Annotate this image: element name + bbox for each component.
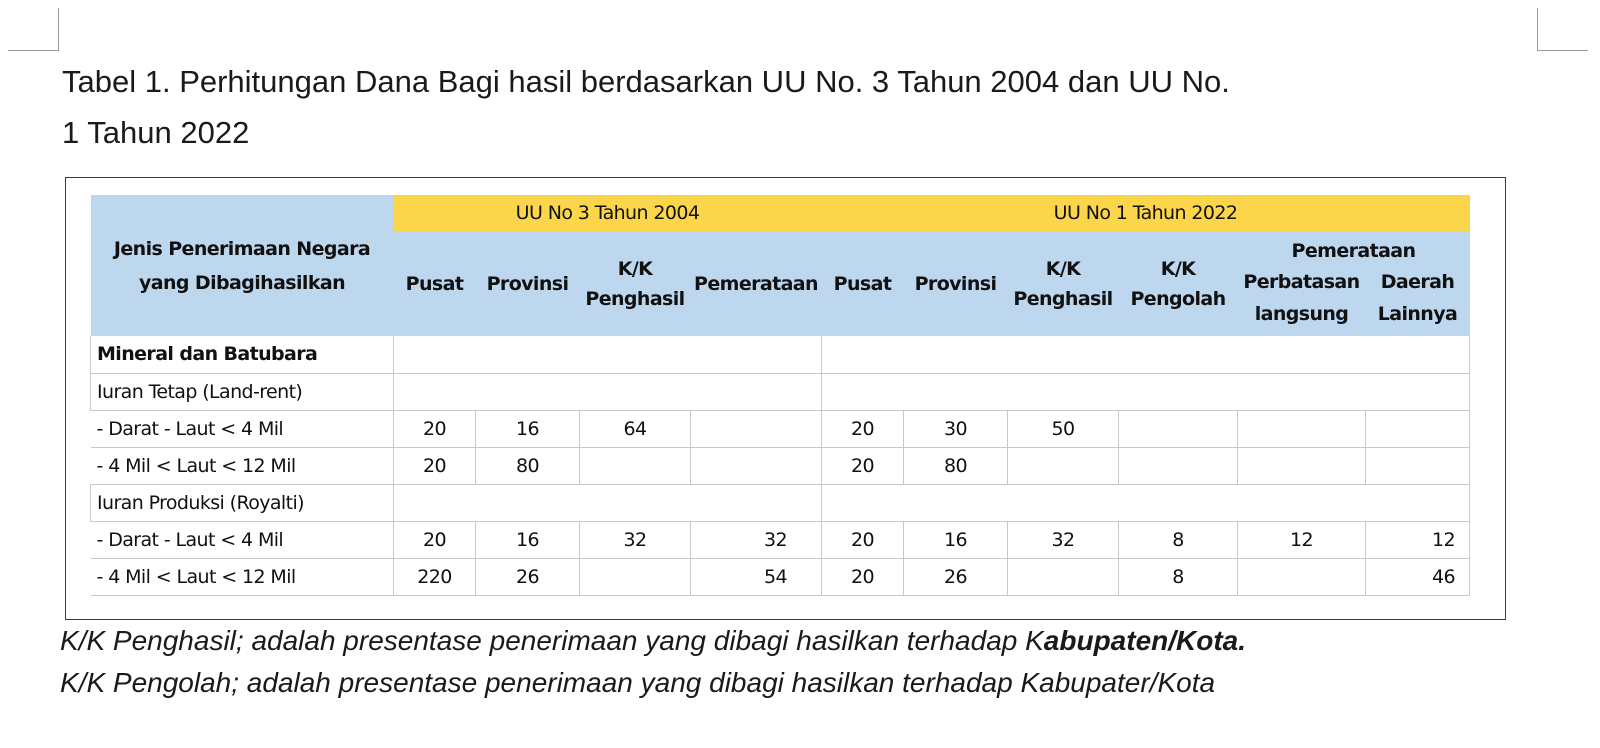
cell-2004-pusat: 20: [394, 521, 476, 558]
page-corner-mark-left: [8, 8, 59, 51]
row-label: - Darat - Laut < 4 Mil: [91, 521, 394, 558]
cell-2004-pusat: 220: [394, 558, 476, 595]
cell-2022-kk-pengolah: 8: [1119, 521, 1238, 558]
cell-2022-daerah-lainnya: [1366, 410, 1470, 447]
cell-2004-kk-penghasil: 32: [580, 521, 691, 558]
subsection-blank-2022: [822, 373, 1470, 410]
cell-2022-provinsi: 26: [904, 558, 1008, 595]
header-2022-kk-penghasil: K/K Penghasil: [1008, 232, 1119, 336]
header-2004-kk-penghasil: K/K Penghasil: [580, 232, 691, 336]
cell-2004-provinsi: 16: [476, 410, 580, 447]
row-label: - 4 Mil < Laut < 12 Mil: [91, 447, 394, 484]
table-row: [91, 447, 1470, 484]
section-title: Mineral dan Batubara: [91, 336, 394, 373]
cell-2004-provinsi: 16: [476, 521, 580, 558]
cell-2022-provinsi: 80: [904, 447, 1008, 484]
cell-2022-daerah-lainnya: [1366, 447, 1470, 484]
header-perbatasan-langsung: Perbatasan langsung: [1243, 271, 1360, 326]
caption-line-1: Tabel 1. Perhitungan Dana Bagi hasil berdasarkan UU No. 3 Tahun 2004 dan UU No.: [62, 64, 1230, 99]
header-2022-pusat: Pusat: [822, 232, 904, 336]
header-2022-pemerataan: [1238, 232, 1470, 336]
cell-2022-daerah-lainnya: 12: [1366, 521, 1470, 558]
row-label: - Darat - Laut < 4 Mil: [91, 410, 394, 447]
table-row: [91, 410, 1470, 447]
cell-2022-kk-pengolah: 8: [1119, 558, 1238, 595]
dbh-table: [90, 195, 1470, 596]
subsection-blank-2004: [394, 484, 822, 521]
note-kk-penghasil-bold: abupaten/Kota.: [1043, 625, 1247, 656]
note-kk-pengolah: K/K Pengolah; adalah presentase penerimaan yang dibagi hasilkan terhadap Kabupater/Kota: [60, 667, 1216, 698]
cell-2004-provinsi: 26: [476, 558, 580, 595]
header-2004-provinsi: Provinsi: [476, 232, 580, 336]
cell-2004-pemerataan: [691, 410, 822, 447]
cell-2022-perbatasan: [1238, 410, 1366, 447]
cell-2022-perbatasan: [1238, 447, 1366, 484]
cell-2022-perbatasan: 12: [1238, 521, 1366, 558]
subsection-blank-2022: [822, 484, 1470, 521]
subsection-title-iuran-produksi: Iuran Produksi (Royalti): [91, 484, 394, 521]
cell-2004-pusat: 20: [394, 410, 476, 447]
table-notes: [60, 620, 1560, 704]
subsection-blank-2004: [394, 373, 822, 410]
cell-2022-pusat: 20: [822, 447, 904, 484]
header-group-2004: UU No 3 Tahun 2004: [394, 195, 822, 232]
cell-2022-pusat: 20: [822, 410, 904, 447]
cell-2022-kk-penghasil: [1008, 447, 1119, 484]
cell-2004-pemerataan: 32: [691, 521, 822, 558]
cell-2022-kk-pengolah: [1119, 447, 1238, 484]
row-label: - 4 Mil < Laut < 12 Mil: [91, 558, 394, 595]
header-jenis-penerimaan-label: Jenis Penerimaan Negara yang Dibagihasilkan: [113, 237, 371, 294]
cell-2022-daerah-lainnya: 46: [1366, 558, 1470, 595]
section-blank-2004: [394, 336, 822, 373]
header-2004-pusat: Pusat: [394, 232, 476, 336]
cell-2004-kk-penghasil: [580, 447, 691, 484]
cell-2022-pusat: 20: [822, 521, 904, 558]
cell-2004-pemerataan: [691, 447, 822, 484]
cell-2004-pemerataan: 54: [691, 558, 822, 595]
cell-2022-kk-penghasil: 32: [1008, 521, 1119, 558]
cell-2022-kk-penghasil: [1008, 558, 1119, 595]
page-corner-mark-right: [1537, 8, 1588, 51]
cell-2022-provinsi: 16: [904, 521, 1008, 558]
cell-2022-pusat: 20: [822, 558, 904, 595]
header-2022-provinsi: Provinsi: [904, 232, 1008, 336]
cell-2022-kk-penghasil: 50: [1008, 410, 1119, 447]
header-jenis-penerimaan: [91, 195, 394, 336]
header-pemerataan-group-label: Pemerataan: [1291, 240, 1416, 262]
table-row: [91, 521, 1470, 558]
cell-2004-provinsi: 80: [476, 447, 580, 484]
table-row: [91, 558, 1470, 595]
cell-2022-perbatasan: [1238, 558, 1366, 595]
caption-line-2: 1 Tahun 2022: [62, 115, 250, 150]
cell-2004-pusat: 20: [394, 447, 476, 484]
table-caption: [62, 56, 1542, 158]
header-daerah-lainnya: Daerah Lainnya: [1377, 271, 1458, 326]
header-2004-pemerataan: Pemerataan: [691, 232, 822, 336]
note-kk-penghasil: [60, 620, 1560, 662]
cell-2022-provinsi: 30: [904, 410, 1008, 447]
cell-2004-kk-penghasil: [580, 558, 691, 595]
section-blank-2022: [822, 336, 1470, 373]
subsection-title-iuran-tetap: Iuran Tetap (Land-rent): [91, 373, 394, 410]
cell-2022-kk-pengolah: [1119, 410, 1238, 447]
header-group-2022: UU No 1 Tahun 2022: [822, 195, 1470, 232]
header-2022-kk-pengolah: K/K Pengolah: [1119, 232, 1238, 336]
note-kk-penghasil-text: K/K Penghasil; adalah presentase penerimaan yang dibagi hasilkan terhadap K: [60, 625, 1044, 656]
cell-2004-kk-penghasil: 64: [580, 410, 691, 447]
